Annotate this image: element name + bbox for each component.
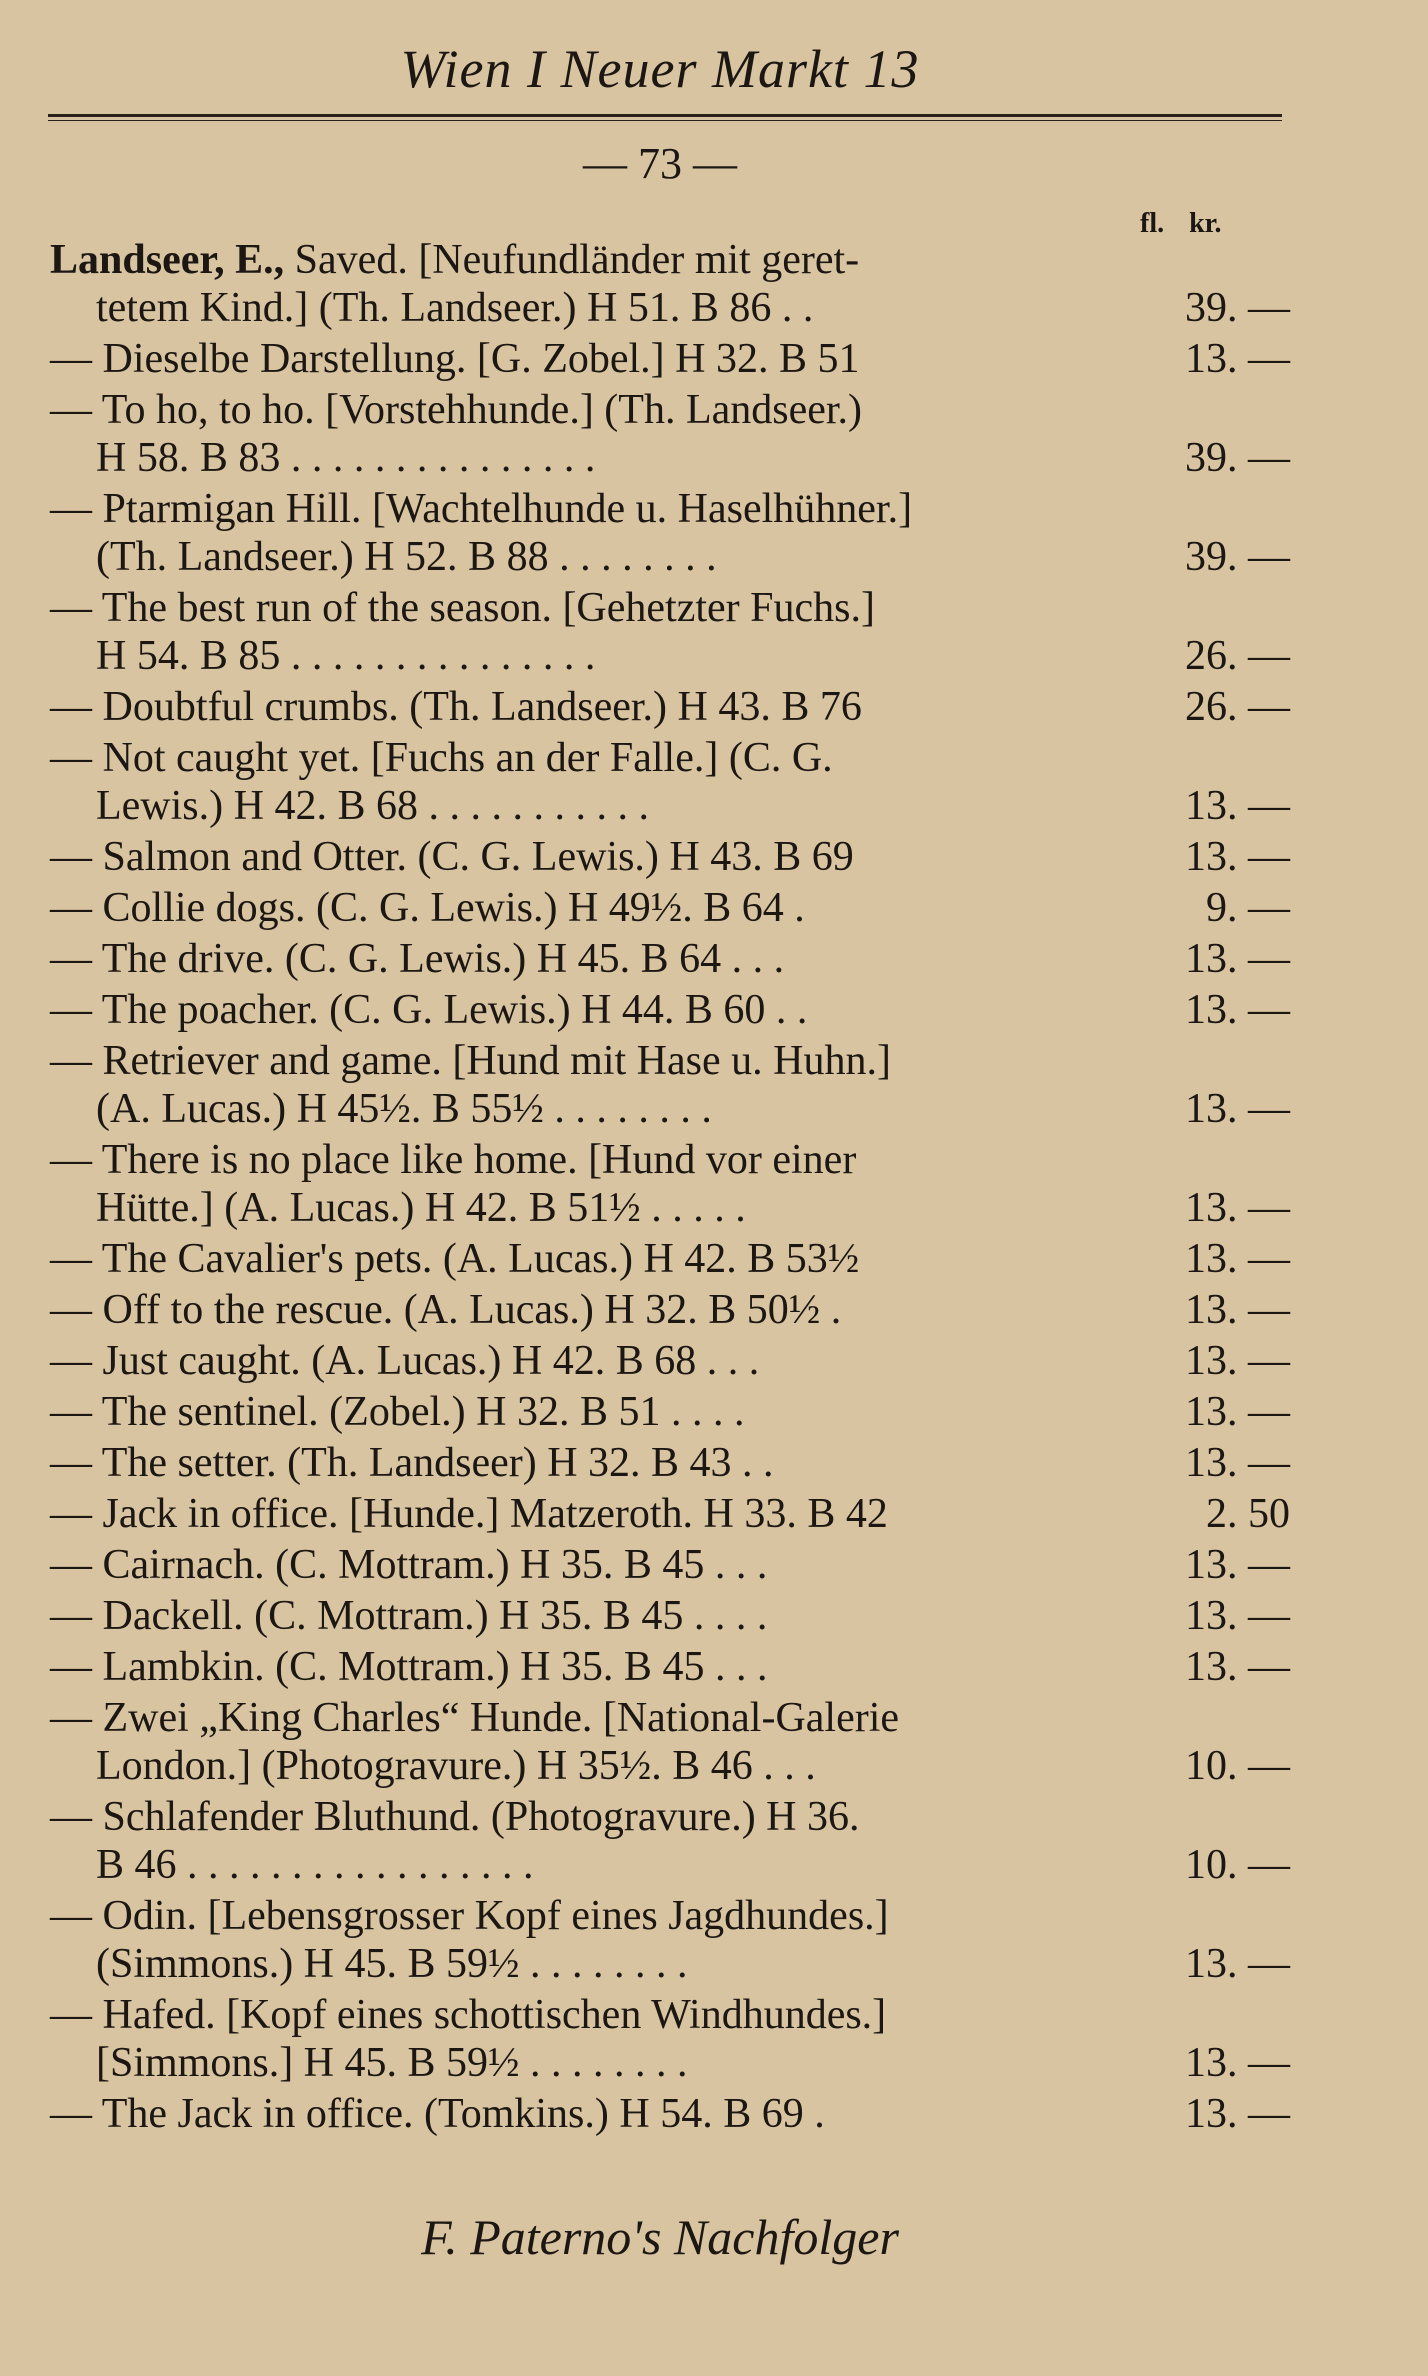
header-rule — [48, 114, 1282, 117]
catalog-entry — [50, 335, 1290, 383]
entry-line — [50, 1541, 1150, 1589]
entry-price: 13. — — [1185, 1389, 1290, 1435]
entry-price: 13. — — [1185, 1287, 1290, 1333]
catalog-entry — [50, 386, 1290, 482]
catalog-entry — [50, 1541, 1290, 1589]
entry-line — [50, 1388, 1150, 1436]
catalog-entry — [50, 1235, 1290, 1283]
entry-price: 13. — — [1185, 834, 1290, 880]
catalog-entry — [50, 1337, 1290, 1385]
entry-text: — Off to the rescue. (A. Lucas.) H 32. B 50½ . — [50, 1287, 842, 1333]
entry-text: tetem Kind.] (Th. Landseer.) H 51. B 86 . . — [96, 285, 814, 331]
entry-price: 2. 50 — [1206, 1491, 1290, 1537]
catalog-entry — [50, 884, 1290, 932]
entry-line — [50, 1490, 1150, 1538]
entry-price: 13. — — [1185, 1542, 1290, 1588]
entry-price: 13. — — [1185, 1440, 1290, 1486]
entry-price: 13. — — [1185, 936, 1290, 982]
catalog-entry — [50, 1037, 1290, 1133]
catalog-entry — [50, 833, 1290, 881]
entry-text: — Hafed. [Kopf eines schottischen Windhundes.] — [50, 1992, 887, 2038]
entry-price: 39. — — [1185, 435, 1290, 481]
entry-text: London.] (Photogravure.) H 35½. B 46 . . . — [96, 1743, 816, 1789]
entry-text: — Retriever and game. [Hund mit Hase u. Huhn.] — [50, 1038, 891, 1084]
catalog-entry — [50, 1694, 1290, 1790]
entry-line — [50, 935, 1150, 983]
entry-line — [50, 1037, 1150, 1085]
entry-line — [50, 734, 1150, 782]
catalog-entry — [50, 1991, 1290, 2087]
entry-line — [50, 2090, 1150, 2138]
entry-price: 13. — — [1185, 783, 1290, 829]
column-header-fl: fl. — [1140, 208, 1165, 239]
catalog-entry — [50, 236, 1290, 332]
entry-line — [50, 386, 1150, 434]
entry-line — [50, 1940, 1150, 1988]
entry-line — [50, 1592, 1150, 1640]
entry-price: 13. — — [1185, 336, 1290, 382]
entry-text: — The Jack in office. (Tomkins.) H 54. B 69 . — [50, 2091, 825, 2137]
entry-text: — Odin. [Lebensgrosser Kopf eines Jagdhundes.] — [50, 1893, 889, 1939]
entry-line — [50, 284, 1150, 332]
entry-text: — The poacher. (C. G. Lewis.) H 44. B 60 . . — [50, 987, 808, 1033]
publisher-footer: F. Paterno's Nachfolger — [421, 2209, 899, 2265]
entry-line — [50, 632, 1150, 680]
entry-text: — Schlafender Bluthund. (Photogravure.) H 36. — [50, 1794, 860, 1840]
entry-text: — Dackell. (C. Mottram.) H 35. B 45 . . . . — [50, 1593, 768, 1639]
entry-line — [50, 683, 1150, 731]
entry-line — [50, 335, 1150, 383]
entry-line — [50, 1085, 1150, 1133]
entry-price: 13. — — [1185, 1941, 1290, 1987]
entry-price: 13. — — [1185, 2040, 1290, 2086]
catalog-entry — [50, 1892, 1290, 1988]
catalog-entry — [50, 935, 1290, 983]
entry-line — [50, 434, 1150, 482]
entry-text: Saved. [Neufundländer mit geret- — [294, 237, 860, 283]
catalog-entry — [50, 2090, 1290, 2138]
entry-line — [50, 1337, 1150, 1385]
column-header-kr: kr. — [1189, 208, 1222, 239]
entry-price: 13. — — [1185, 1185, 1290, 1231]
entry-text: (Simmons.) H 45. B 59½ . . . . . . . . — [96, 1941, 688, 1987]
catalog-entry — [50, 986, 1290, 1034]
entry-price: 26. — — [1185, 633, 1290, 679]
entry-text: — The setter. (Th. Landseer) H 32. B 43 . . — [50, 1440, 774, 1486]
entry-price: 9. — — [1206, 885, 1290, 931]
entry-price: 13. — — [1185, 987, 1290, 1033]
entry-text: — Dieselbe Darstellung. [G. Zobel.] H 32. B 51 — [50, 336, 860, 382]
entry-text: — The drive. (C. G. Lewis.) H 45. B 64 . . . — [50, 936, 785, 982]
entry-price: 13. — — [1185, 1338, 1290, 1384]
entry-text: — Zwei „King Charles“ Hunde. [National-Galerie — [50, 1695, 900, 1741]
entry-text: Hütte.] (A. Lucas.) H 42. B 51½ . . . . . — [96, 1185, 746, 1231]
catalog-entry — [50, 1136, 1290, 1232]
entry-price: 10. — — [1185, 1842, 1290, 1888]
entry-price: 13. — — [1185, 1593, 1290, 1639]
entry-price: 13. — — [1185, 1236, 1290, 1282]
entry-line — [50, 485, 1150, 533]
entry-text: — Salmon and Otter. (C. G. Lewis.) H 43. B 69 — [50, 834, 854, 880]
entry-text: — Collie dogs. (C. G. Lewis.) H 49½. B 64 . — [50, 885, 805, 931]
entry-text: H 54. B 85 . . . . . . . . . . . . . . . — [96, 633, 596, 679]
entry-line — [50, 2039, 1150, 2087]
entry-line — [50, 986, 1150, 1034]
catalog-entry — [50, 1592, 1290, 1640]
entry-line — [50, 1184, 1150, 1232]
entry-price: 39. — — [1185, 534, 1290, 580]
entry-line — [50, 782, 1150, 830]
entry-text: — Doubtful crumbs. (Th. Landseer.) H 43. B 76 — [50, 684, 862, 730]
entry-text: — Jack in office. [Hunde.] Matzeroth. H 33. B 42 — [50, 1491, 888, 1537]
entry-price: 13. — — [1185, 2091, 1290, 2137]
entry-text: — Cairnach. (C. Mottram.) H 35. B 45 . . . — [50, 1542, 768, 1588]
entry-price: 13. — — [1185, 1086, 1290, 1132]
page-number: — 73 — — [583, 139, 737, 188]
entry-line — [50, 1793, 1150, 1841]
entry-line — [50, 236, 1150, 284]
entry-text: — Not caught yet. [Fuchs an der Falle.] (C. G. — [50, 735, 833, 781]
entry-text: — Just caught. (A. Lucas.) H 42. B 68 . . . — [50, 1338, 760, 1384]
entry-line — [50, 1643, 1150, 1691]
entry-line — [50, 1286, 1150, 1334]
entry-line — [50, 833, 1150, 881]
entry-line — [50, 1841, 1150, 1889]
entry-line — [50, 1439, 1150, 1487]
catalog-entry — [50, 683, 1290, 731]
entry-text: (A. Lucas.) H 45½. B 55½ . . . . . . . . — [96, 1086, 712, 1132]
entry-line — [50, 1235, 1150, 1283]
catalog-entry — [50, 485, 1290, 581]
entry-text: — Ptarmigan Hill. [Wachtelhunde u. Haselhühner.] — [50, 486, 913, 532]
entry-line — [50, 884, 1150, 932]
entry-price: 13. — — [1185, 1644, 1290, 1690]
entry-price: 26. — — [1185, 684, 1290, 730]
catalog-entry — [50, 734, 1290, 830]
catalog-entry — [50, 1793, 1290, 1889]
catalog-entry — [50, 1439, 1290, 1487]
entry-text: — To ho, to ho. [Vorstehhunde.] (Th. Landseer.) — [50, 387, 863, 433]
entry-price: 39. — — [1185, 285, 1290, 331]
entry-line — [50, 533, 1150, 581]
entry-text: — The sentinel. (Zobel.) H 32. B 51 . . . . — [50, 1389, 745, 1435]
entry-line — [50, 584, 1150, 632]
entry-text: Lewis.) H 42. B 68 . . . . . . . . . . . — [96, 783, 649, 829]
entry-line — [50, 1991, 1150, 2039]
entry-price: 10. — — [1185, 1743, 1290, 1789]
catalog-entry — [50, 1643, 1290, 1691]
entry-text: — There is no place like home. [Hund vor einer — [50, 1137, 857, 1183]
entry-text: — The Cavalier's pets. (A. Lucas.) H 42. B 53½ — [50, 1236, 860, 1282]
catalog-entry — [50, 584, 1290, 680]
header-rule-thin — [48, 120, 1282, 121]
catalog-entry — [50, 1388, 1290, 1436]
entry-text: — The best run of the season. [Gehetzter Fuchs.] — [50, 585, 875, 631]
entry-text: [Simmons.] H 45. B 59½ . . . . . . . . — [96, 2040, 688, 2086]
entry-line — [50, 1694, 1150, 1742]
entry-line — [50, 1136, 1150, 1184]
entry-text: B 46 . . . . . . . . . . . . . . . . . — [96, 1842, 534, 1888]
entry-text: (Th. Landseer.) H 52. B 88 . . . . . . . . — [96, 534, 717, 580]
catalog-entry — [50, 1286, 1290, 1334]
catalog-entry — [50, 1490, 1290, 1538]
catalog-entries — [50, 236, 1290, 2141]
entry-text: — Lambkin. (C. Mottram.) H 35. B 45 . . . — [50, 1644, 768, 1690]
running-header: Wien I Neuer Markt 13 — [400, 39, 920, 99]
entry-text: H 58. B 83 . . . . . . . . . . . . . . . — [96, 435, 596, 481]
entry-artist: Landseer, E., — [50, 237, 285, 283]
entry-line — [50, 1742, 1150, 1790]
entry-line — [50, 1892, 1150, 1940]
